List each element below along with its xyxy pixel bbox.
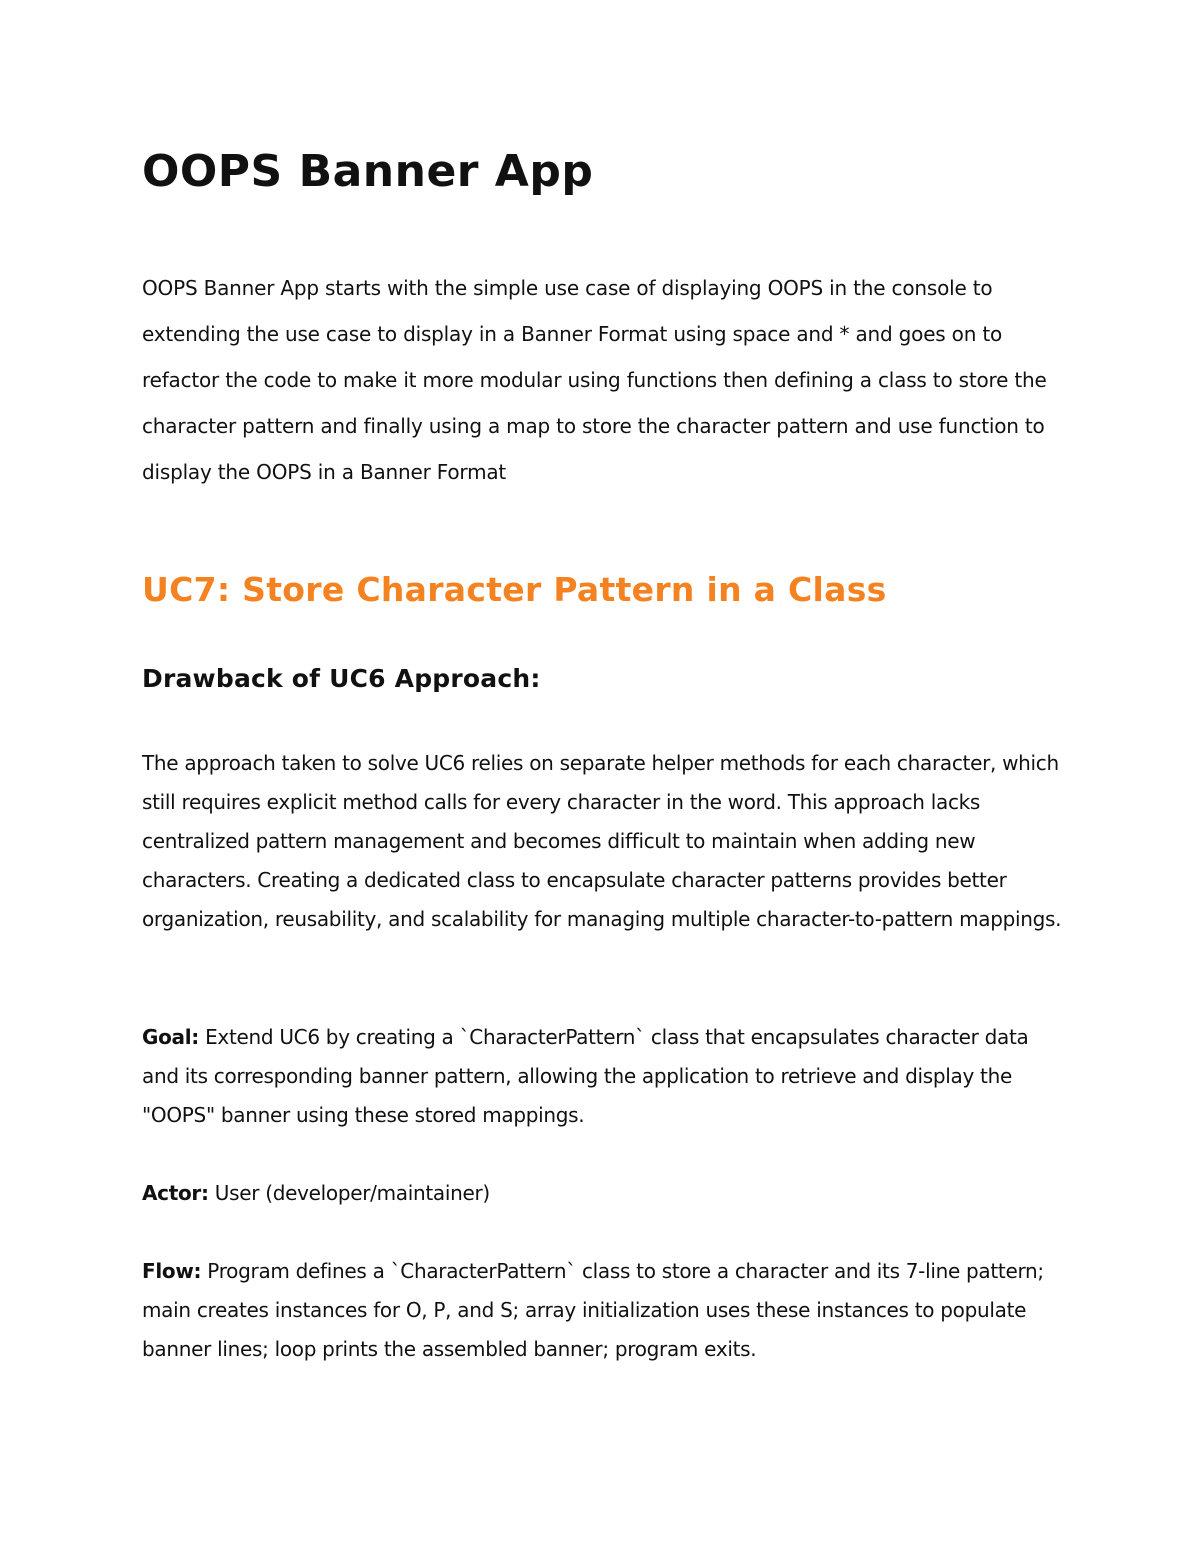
goal-paragraph [142, 1018, 1067, 1135]
goal-label: Goal: [142, 1025, 200, 1049]
page-title: OOPS Banner App [142, 146, 594, 197]
flow-text: Program defines a `CharacterPattern` class to store a character and its 7-line pattern; main creates instances for O, P, and S; array initialization uses these instances to populate banner lines; loop prints the assembled banner; program exits. [142, 1259, 1044, 1361]
flow-label: Flow: [142, 1259, 202, 1283]
actor-text: User (developer/maintainer) [208, 1181, 490, 1205]
uc7-heading: UC7: Store Character Pattern in a Class [142, 570, 887, 609]
actor-paragraph [142, 1174, 1067, 1213]
actor-label: Actor: [142, 1181, 209, 1205]
drawback-paragraph: The approach taken to solve UC6 relies on separate helper methods for each character, which still requires explicit method calls for every character in the word. This approach lacks centralized pattern management and becomes difficult to maintain when adding new characters. Creating a dedicated class to encapsulate character patterns provides better organization, reusability, and scalability for managing multiple character-to-pattern mappings. [142, 751, 1062, 931]
drawback-heading: Drawback of UC6 Approach: [142, 664, 541, 693]
intro-paragraph: OOPS Banner App starts with the simple use case of displaying OOPS in the console to extending the use case to display in a Banner Format using space and * and goes on to refactor the code to make it more modular using functions then defining a class to store the character pattern and finally using a map to store the character pattern and use function to display the OOPS in a Banner Format [142, 276, 1047, 484]
flow-paragraph [142, 1252, 1067, 1369]
goal-text: Extend UC6 by creating a `CharacterPattern` class that encapsulates character data and its corresponding banner pattern, allowing the application to retrieve and display the "OOPS" banner using these stored mappings. [142, 1025, 1029, 1127]
